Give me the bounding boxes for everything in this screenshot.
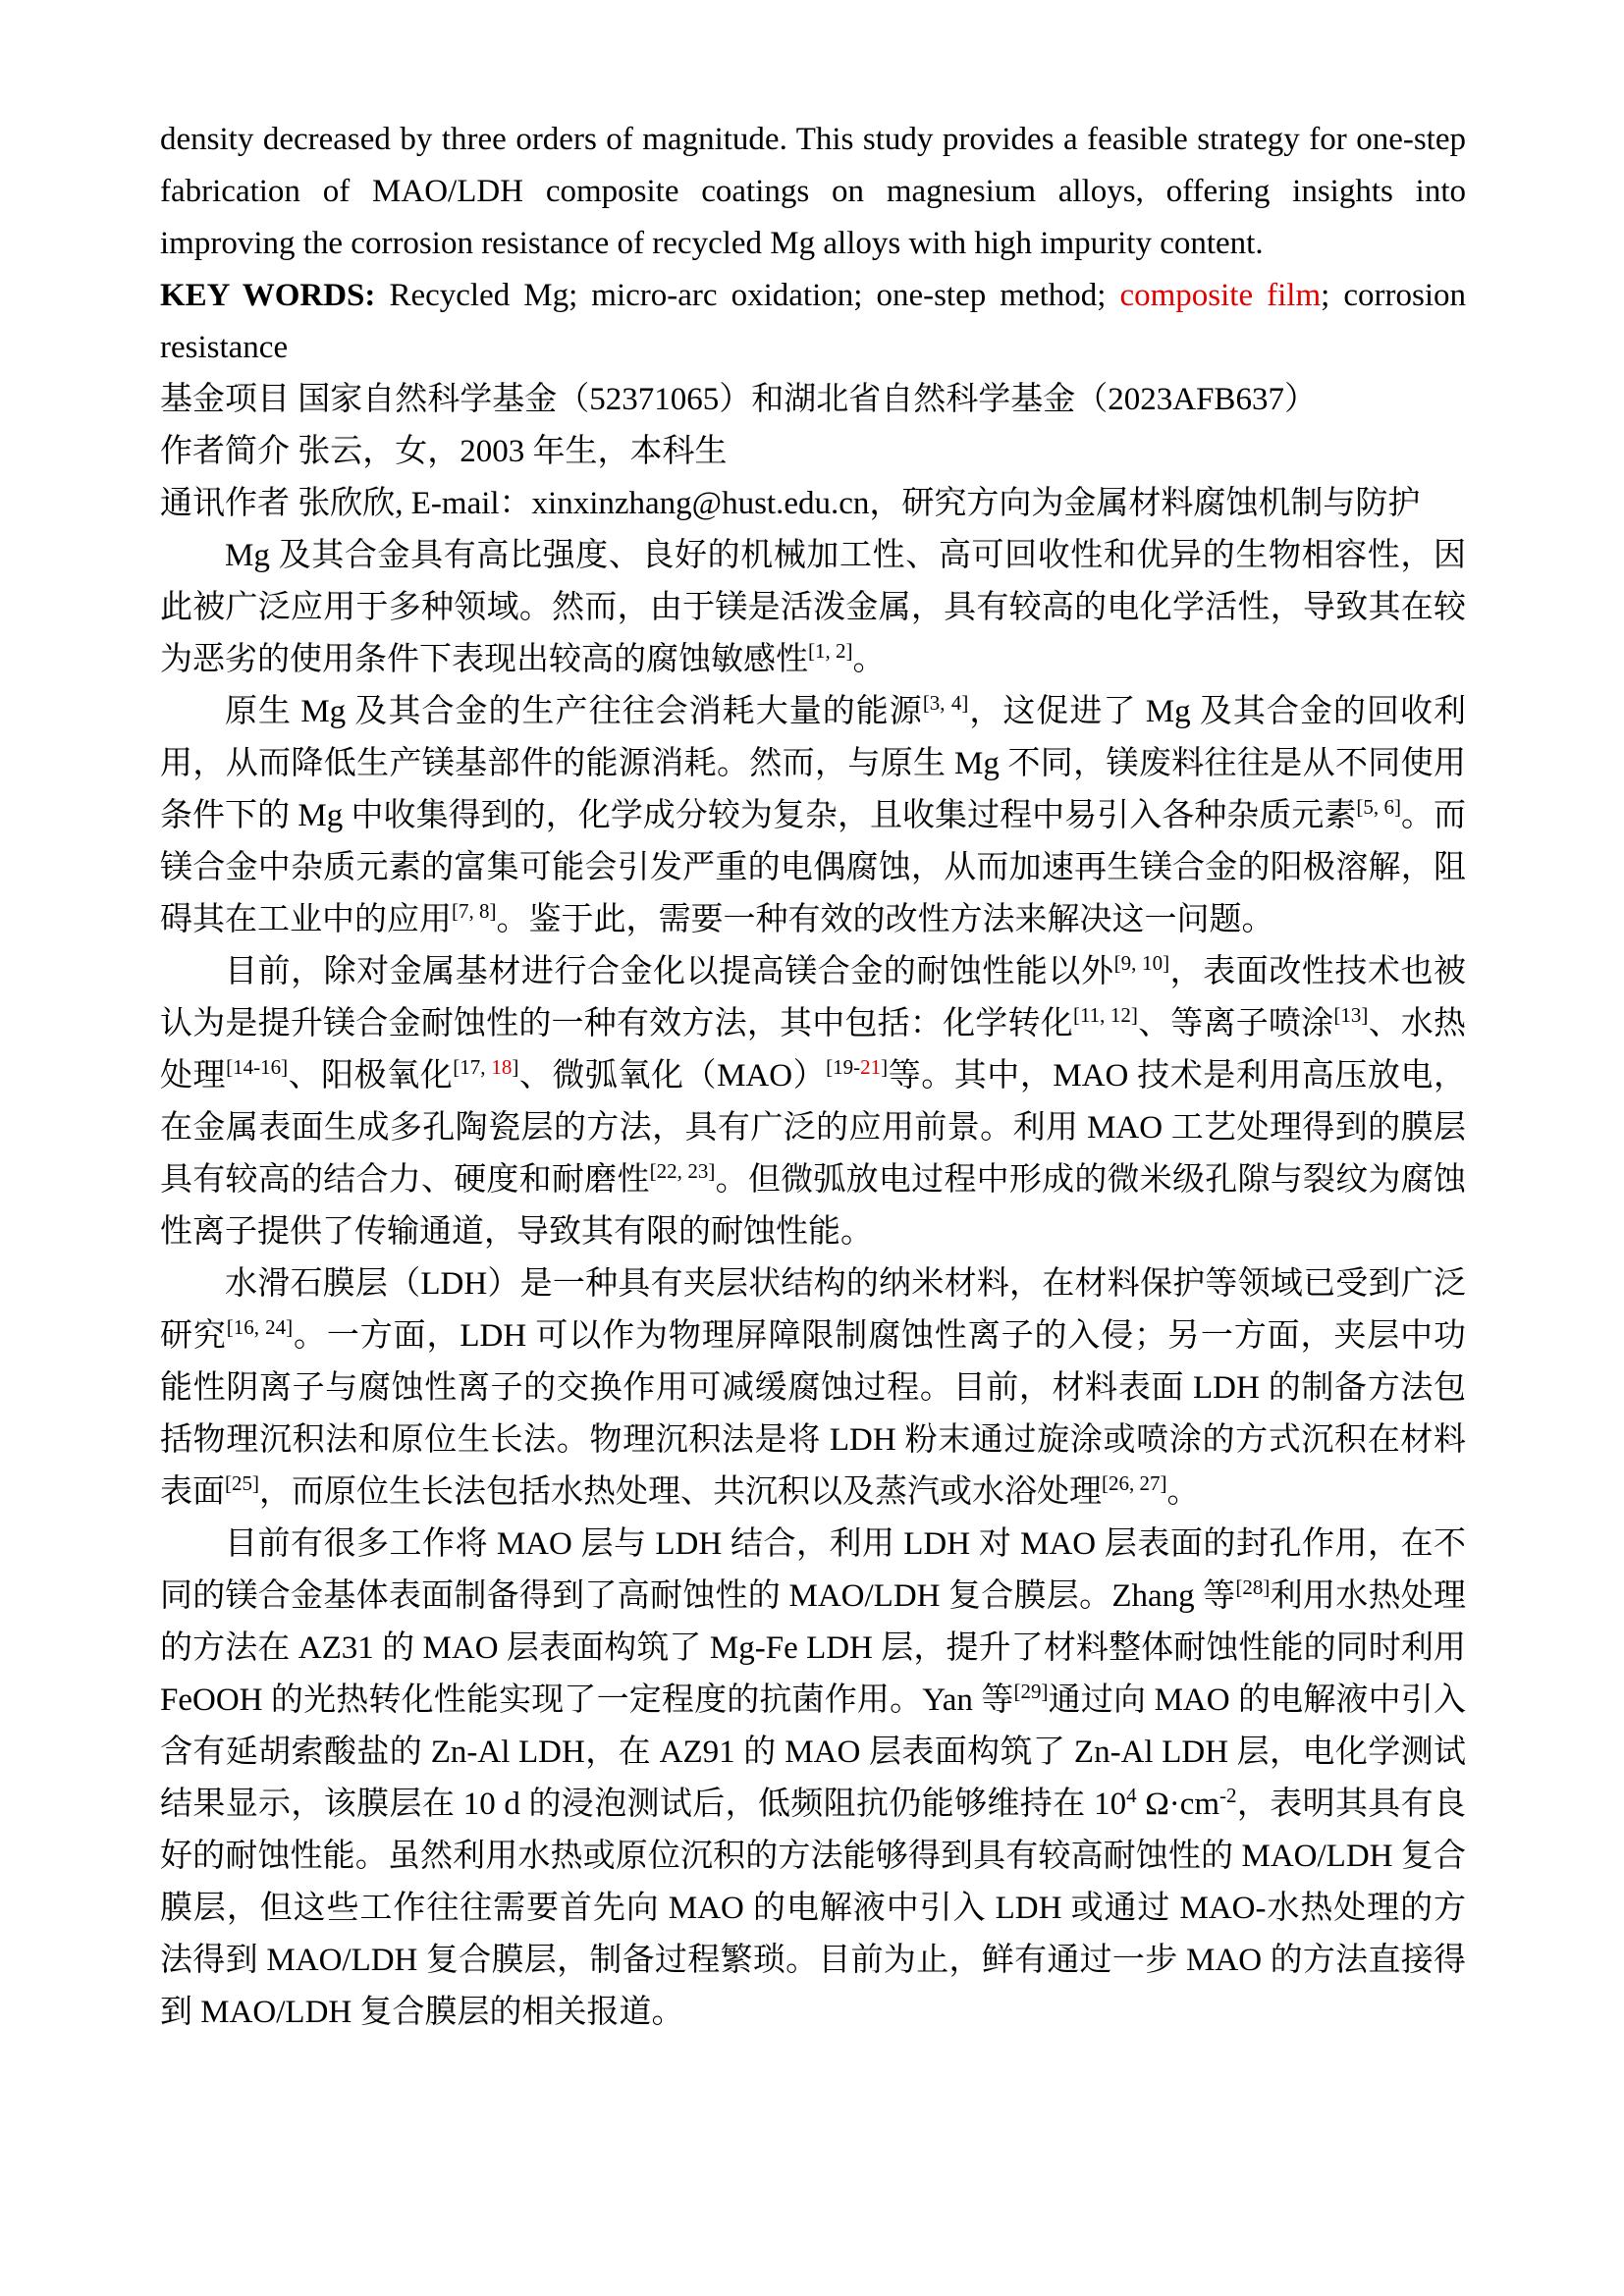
body-paragraph-1 [160, 530, 1466, 686]
text-segment: 。 [852, 642, 886, 677]
text-segment: 、微弧氧化（MAO） [518, 1058, 827, 1094]
text-segment: 。 [1166, 1474, 1200, 1510]
citation-superscript: [7, 8] [452, 899, 497, 923]
citation-superscript: ] [881, 1055, 889, 1079]
citation-18-red: 18 [491, 1055, 513, 1079]
citation-superscript: [3, 4] [922, 691, 969, 715]
text-segment: Mg 及其合金具有高比强度、良好的机械加工性、高可回收性和优异的生物相容性，因此被广泛应用于多种领域。然而，由于镁是活泼金属，具有较高的电化学活性，导致其在较为恶劣的使用条件下表现出较高的腐蚀敏感性 [160, 538, 1466, 677]
text-segment: density decreased by three orders of magnitude. This study provides a feasible strategy for one-step fabrication of MAO/LDH composite coatings on magnesium alloys, offering insights into improving the corrosion resistance of recycled Mg alloys with high impurity content. [160, 122, 1466, 261]
keywords-label: KEY WORDS: [160, 278, 376, 313]
citation-21-red: 21 [860, 1055, 882, 1079]
text-segment: 利用水热处理的方法在 AZ31 的 MAO 层表面构筑了 Mg-Fe LDH 层，提升了材料整体耐蚀性能的同时利用 FeOOH 的光热转化性能实现了一定程度的抗菌作用。Yan 等 [160, 1578, 1466, 1718]
text-segment: 原生 Mg 及其合金的生产往往会消耗大量的能源 [225, 694, 923, 729]
citation-superscript: [25] [225, 1471, 259, 1495]
citation-superscript: [13] [1333, 1003, 1369, 1027]
citation-superscript: [22, 23] [649, 1159, 716, 1183]
citation-superscript: [11, 12] [1072, 1003, 1138, 1027]
citation-superscript: [28] [1235, 1575, 1271, 1599]
text-segment: 等。其中，MAO 技术是利用高压放电，在金属表面生成多孔陶瓷层的方法，具有广泛的应用前景。利用 MAO 工艺处理得到的膜层具有较高的结合力、硬度和耐磨性 [160, 1058, 1466, 1198]
text-segment: ，而原位生长法包括水热处理、共沉积以及蒸汽或水浴处理 [259, 1474, 1102, 1510]
citation-superscript: [17, [453, 1055, 492, 1079]
body-paragraph-3 [160, 946, 1466, 1258]
abstract-continuation [160, 114, 1466, 270]
body-paragraph-5 [160, 1519, 1466, 2039]
text-segment: 。而镁合金中杂质元素的富集可能会引发严重的电偶腐蚀，从而加速再生镁合金的阳极溶解，阻碍其在工业中的应用 [160, 798, 1466, 937]
text-segment: 目前，除对金属基材进行合金化以提高镁合金的耐蚀性能以外 [225, 954, 1114, 989]
document-content [160, 114, 1466, 2039]
text-segment: 作者简介 张云，女，2003 年生，本科生 [160, 434, 728, 469]
text-segment: ，这促进了 Mg 及其合金的回收利用，从而降低生产镁基部件的能源消耗。然而，与原生 Mg 不同，镁废料往往是从不同使用条件下的 Mg 中收集得到的，化学成分较为复杂，且收集过程中易引入各种杂质元素 [160, 694, 1466, 833]
citation-superscript: [29] [1013, 1680, 1049, 1703]
keywords-line [160, 270, 1466, 374]
text-segment: 、等离子喷涂 [1137, 1006, 1334, 1041]
text-segment: Ω·cm [1136, 1787, 1220, 1822]
text-segment: ，表面改性技术也被认为是提升镁合金耐蚀性的一种有效方法，其中包括：化学转化 [160, 954, 1467, 1041]
body-paragraph-2 [160, 686, 1466, 946]
author-bio-line [160, 426, 1466, 478]
text-segment: 。鉴于此，需要一种有效的改性方法来解决这一问题。 [496, 902, 1274, 937]
text-segment: 目前有很多工作将 MAO 层与 LDH 结合，利用 LDH 对 MAO 层表面的封孔作用，在不同的镁合金基体表面制备得到了高耐蚀性的 MAO/LDH 复合膜层。Zhang 等 [160, 1526, 1466, 1614]
text-segment: 。但微弧放电过程中形成的微米级孔隙与裂纹为腐蚀性离子提供了传输通道，导致其有限的耐蚀性能。 [160, 1162, 1466, 1250]
text-segment: 基金项目 国家自然科学基金（52371065）和湖北省自然科学基金（2023AFB637） [160, 382, 1317, 417]
citation-superscript: [16, 24] [226, 1315, 294, 1339]
text-segment: ，表明其具有良好的耐蚀性能。虽然利用水热或原位沉积的方法能够得到具有较高耐蚀性的 MAO/LDH 复合膜层，但这些工作往往需要首先向 MAO 的电解液中引入 LDH 或通过 MAO-水热处理的方法得到 MAO/LDH 复合膜层，制备过程繁琐。目前为止，鲜有通过一步 MAO 的方法直接得到 MAO/LDH 复合膜层的相关报道。 [160, 1787, 1467, 2030]
text-segment: Recycled Mg; micro-arc oxidation; one-step method; [375, 278, 1120, 313]
citation-superscript: [1, 2] [808, 639, 853, 663]
exponent-4: 4 [1126, 1784, 1137, 1807]
citation-superscript: ] [512, 1055, 519, 1079]
body-paragraph-4 [160, 1258, 1466, 1519]
citation-superscript: [14-16] [226, 1055, 289, 1079]
text-segment: 。一方面，LDH 可以作为物理屏障限制腐蚀性离子的入侵；另一方面，夹层中功能性阴离子与腐蚀性离子的交换作用可减缓腐蚀过程。目前，材料表面 LDH 的制备方法包括物理沉积法和原位生长法。物理沉积法是将 LDH 粉末通过旋涂或喷涂的方式沉积在材料表面 [160, 1318, 1467, 1510]
text-segment: ; corrosion resistance [160, 278, 1466, 365]
funding-line [160, 374, 1466, 426]
text-segment: 水滑石膜层（LDH）是一种具有夹层状结构的纳米材料，在材料保护等领域已受到广泛研究 [160, 1266, 1466, 1354]
text-segment: 、阳极氧化 [288, 1058, 454, 1094]
text-segment: 通过向 MAO 的电解液中引入含有延胡索酸盐的 Zn-Al LDH，在 AZ91 的 MAO 层表面构筑了 Zn-Al LDH 层，电化学测试结果显示，该膜层在 10 d 的浸泡测试后，低频阻抗仍能够维持在 10 [160, 1682, 1466, 1822]
exponent-minus-2: -2 [1219, 1784, 1237, 1807]
citation-superscript: [26, 27] [1102, 1471, 1167, 1495]
text-segment: 通讯作者 张欣欣, E-mail：xinxinzhang@hust.edu.cn，研究方向为金属材料腐蚀机制与防护 [160, 486, 1421, 521]
citation-superscript: [5, 6] [1356, 795, 1401, 819]
keyword-composite-film: composite film [1119, 278, 1322, 313]
citation-superscript: [19- [826, 1055, 861, 1079]
citation-superscript: [9, 10] [1113, 951, 1170, 975]
text-segment: 、水热处理 [160, 1006, 1467, 1094]
corresponding-author-line [160, 478, 1466, 530]
